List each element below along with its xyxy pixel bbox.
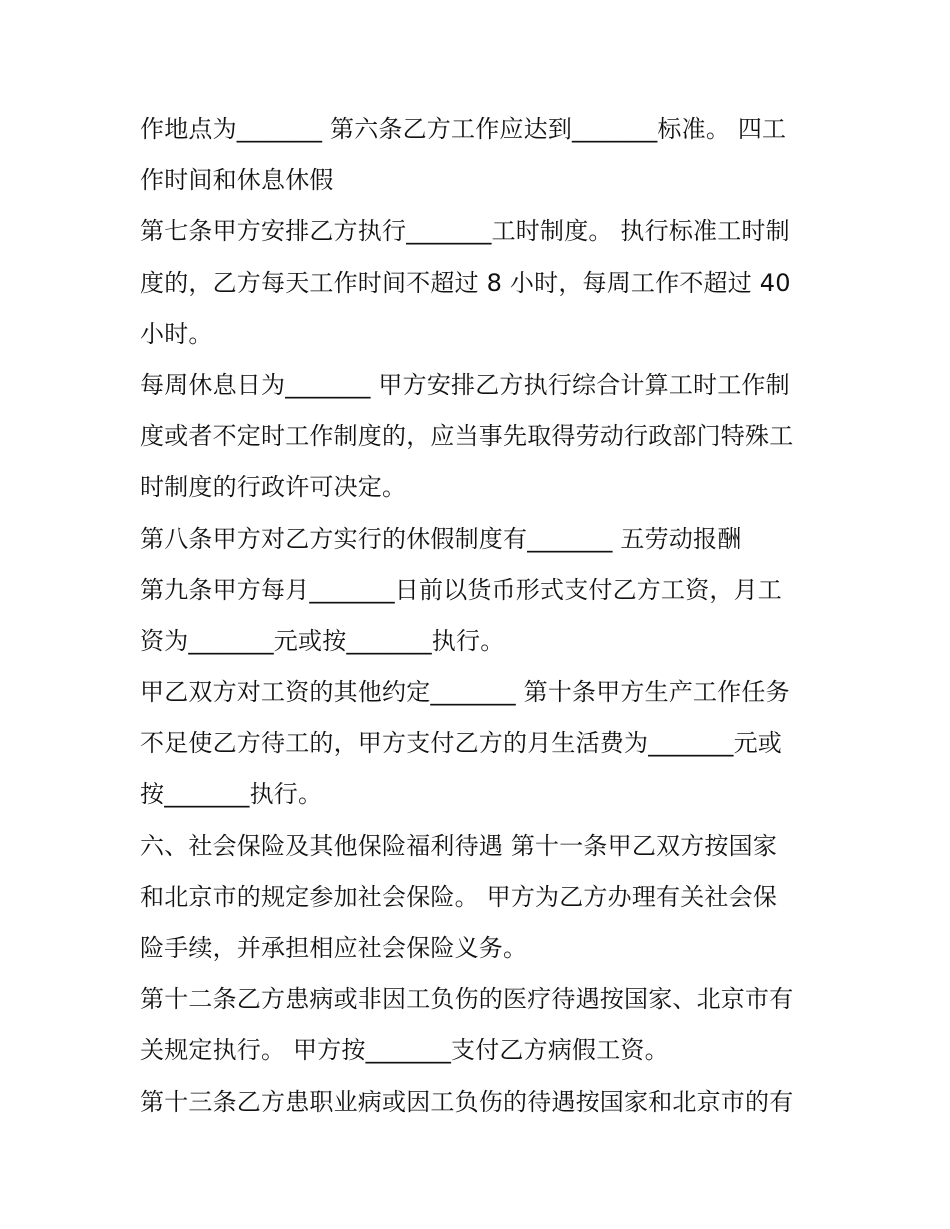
- text-line: 每周休息日为_______ 甲方安排乙方执行综合计算工时工作制: [140, 370, 790, 399]
- text-line: 甲乙双方对工资的其他约定_______ 第十条甲方生产工作任务: [140, 678, 790, 707]
- text-line: 作时间和休息休假: [140, 166, 334, 195]
- text-line: 第十三条乙方患职业病或因工负伤的待遇按国家和北京市的有: [140, 1087, 794, 1116]
- text-line: 第十二条乙方患病或非因工负伤的医疗待遇按国家、北京市有: [140, 985, 794, 1014]
- text-line: 第八条甲方对乙方实行的休假制度有_______ 五劳动报酬: [140, 524, 742, 553]
- text-line: 度或者不定时工作制度的，应当事先取得劳动行政部门特殊工: [140, 422, 794, 451]
- text-line: 关规定执行。 甲方按_______支付乙方病假工资。: [140, 1036, 669, 1065]
- text-line: 和北京市的规定参加社会保险。 甲方为乙方办理有关社会保: [140, 882, 778, 911]
- text-line: 第九条甲方每月_______日前以货币形式支付乙方工资，月工: [140, 575, 782, 604]
- text-line: 按_______执行。: [140, 780, 323, 809]
- text-line: 作地点为_______ 第六条乙方工作应达到_______标准。 四工: [140, 115, 787, 143]
- text-line: 时制度的行政许可决定。: [140, 473, 407, 502]
- text-line: 不足使乙方待工的，甲方支付乙方的月生活费为_______元或: [140, 729, 782, 758]
- document-body: [140, 104, 820, 1128]
- text-line: 险手续，并承担相应社会保险义务。: [140, 934, 528, 962]
- text-line: 第七条甲方安排乙方执行_______工时制度。 执行标准工时制: [140, 217, 790, 246]
- text-line: 六、社会保险及其他保险福利待遇 第十一条甲乙双方按国家: [140, 831, 778, 860]
- text-line: 度的，乙方每天工作时间不超过 8 小时，每周工作不超过 40: [140, 268, 791, 297]
- text-line: 小时。: [140, 319, 213, 348]
- text-line: 资为_______元或按_______执行。: [140, 626, 505, 655]
